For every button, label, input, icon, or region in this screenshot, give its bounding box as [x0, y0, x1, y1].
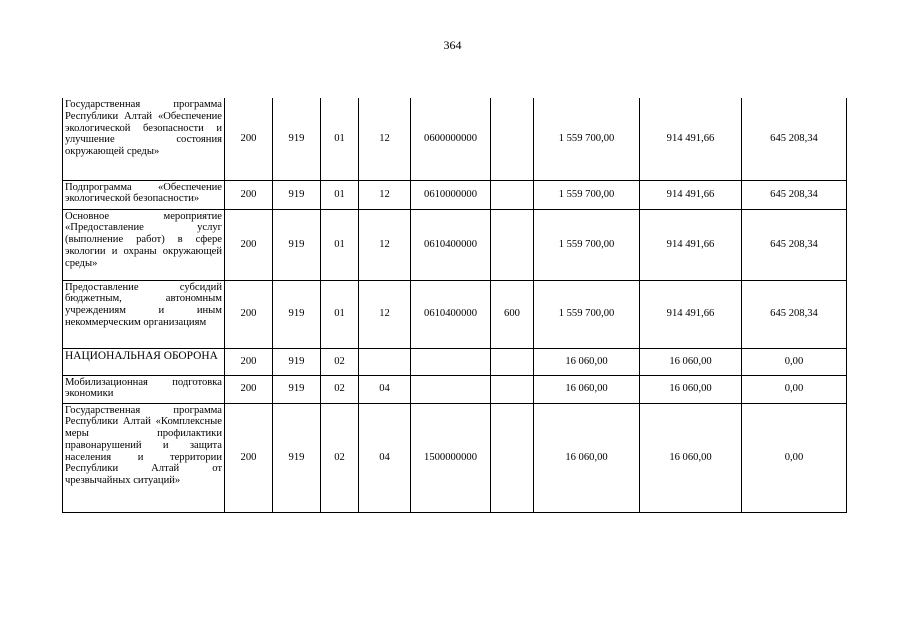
cell-code-2: 919 [273, 280, 321, 348]
cell-amount-2: 914 491,66 [640, 209, 742, 280]
cell-expense-type: 600 [491, 280, 534, 348]
cell-target-article: 0610400000 [411, 209, 491, 280]
table-row [63, 375, 847, 403]
page-number: 364 [443, 38, 462, 52]
cell-expense-type [491, 209, 534, 280]
row-name: Государственная программа Республики Алтай «Комплексные меры профилактики правонарушений и защита населения и территории Республики Алтай от чрезвычайных ситуаций» [63, 403, 225, 512]
cell-amount-1: 1 559 700,00 [534, 98, 640, 180]
cell-subsection: 12 [359, 280, 411, 348]
cell-amount-1: 1 559 700,00 [534, 180, 640, 209]
cell-code-2: 919 [273, 209, 321, 280]
cell-code-1: 200 [225, 180, 273, 209]
cell-code-2: 919 [273, 375, 321, 403]
cell-section: 01 [321, 209, 359, 280]
cell-section: 01 [321, 180, 359, 209]
cell-subsection: 12 [359, 180, 411, 209]
cell-amount-3: 0,00 [742, 348, 847, 375]
budget-table [62, 98, 847, 513]
cell-code-1: 200 [225, 403, 273, 512]
cell-amount-3: 645 208,34 [742, 280, 847, 348]
cell-code-2: 919 [273, 180, 321, 209]
cell-target-article: 0610400000 [411, 280, 491, 348]
cell-amount-2: 914 491,66 [640, 180, 742, 209]
cell-amount-2: 16 060,00 [640, 348, 742, 375]
cell-target-article: 0610000000 [411, 180, 491, 209]
cell-code-1: 200 [225, 348, 273, 375]
cell-target-article [411, 375, 491, 403]
cell-amount-2: 16 060,00 [640, 375, 742, 403]
cell-subsection: 12 [359, 209, 411, 280]
row-name: Основное мероприятие «Предоставление услуг (выполнение работ) в сфере экологии и охраны окружающей среды» [63, 209, 225, 280]
table-row [63, 348, 847, 375]
cell-amount-3: 645 208,34 [742, 180, 847, 209]
cell-target-article: 1500000000 [411, 403, 491, 512]
table-row [63, 209, 847, 280]
table-row [63, 280, 847, 348]
table-row [63, 403, 847, 512]
cell-section: 01 [321, 280, 359, 348]
cell-code-1: 200 [225, 375, 273, 403]
cell-section: 01 [321, 98, 359, 180]
cell-subsection: 04 [359, 375, 411, 403]
cell-section: 02 [321, 348, 359, 375]
row-name: НАЦИОНАЛЬНАЯ ОБОРОНА [63, 348, 225, 375]
cell-section: 02 [321, 403, 359, 512]
cell-amount-2: 914 491,66 [640, 280, 742, 348]
cell-expense-type [491, 375, 534, 403]
cell-amount-2: 914 491,66 [640, 98, 742, 180]
cell-amount-2: 16 060,00 [640, 403, 742, 512]
cell-section: 02 [321, 375, 359, 403]
row-name: Предоставление субсидий бюджетным, автономным учреждениям и иным некоммерческим организациям [63, 280, 225, 348]
cell-target-article [411, 348, 491, 375]
row-name: Подпрограмма «Обеспечение экологической безопасности» [63, 180, 225, 209]
cell-amount-1: 16 060,00 [534, 403, 640, 512]
cell-subsection: 12 [359, 98, 411, 180]
cell-code-2: 919 [273, 98, 321, 180]
cell-amount-3: 645 208,34 [742, 209, 847, 280]
cell-amount-1: 16 060,00 [534, 348, 640, 375]
cell-amount-3: 645 208,34 [742, 98, 847, 180]
cell-amount-3: 0,00 [742, 375, 847, 403]
cell-amount-1: 16 060,00 [534, 375, 640, 403]
cell-amount-1: 1 559 700,00 [534, 280, 640, 348]
table-row [63, 180, 847, 209]
cell-expense-type [491, 403, 534, 512]
cell-code-1: 200 [225, 280, 273, 348]
table-row [63, 98, 847, 180]
cell-subsection [359, 348, 411, 375]
cell-subsection: 04 [359, 403, 411, 512]
cell-amount-1: 1 559 700,00 [534, 209, 640, 280]
cell-code-1: 200 [225, 98, 273, 180]
row-name: Государственная программа Республики Алтай «Обеспечение экологической безопасности и улучшение состояния окружающей среды» [63, 98, 225, 180]
cell-code-1: 200 [225, 209, 273, 280]
cell-code-2: 919 [273, 348, 321, 375]
cell-expense-type [491, 348, 534, 375]
cell-target-article: 0600000000 [411, 98, 491, 180]
cell-amount-3: 0,00 [742, 403, 847, 512]
cell-expense-type [491, 98, 534, 180]
row-name: Мобилизационная подготовка экономики [63, 375, 225, 403]
cell-expense-type [491, 180, 534, 209]
cell-code-2: 919 [273, 403, 321, 512]
